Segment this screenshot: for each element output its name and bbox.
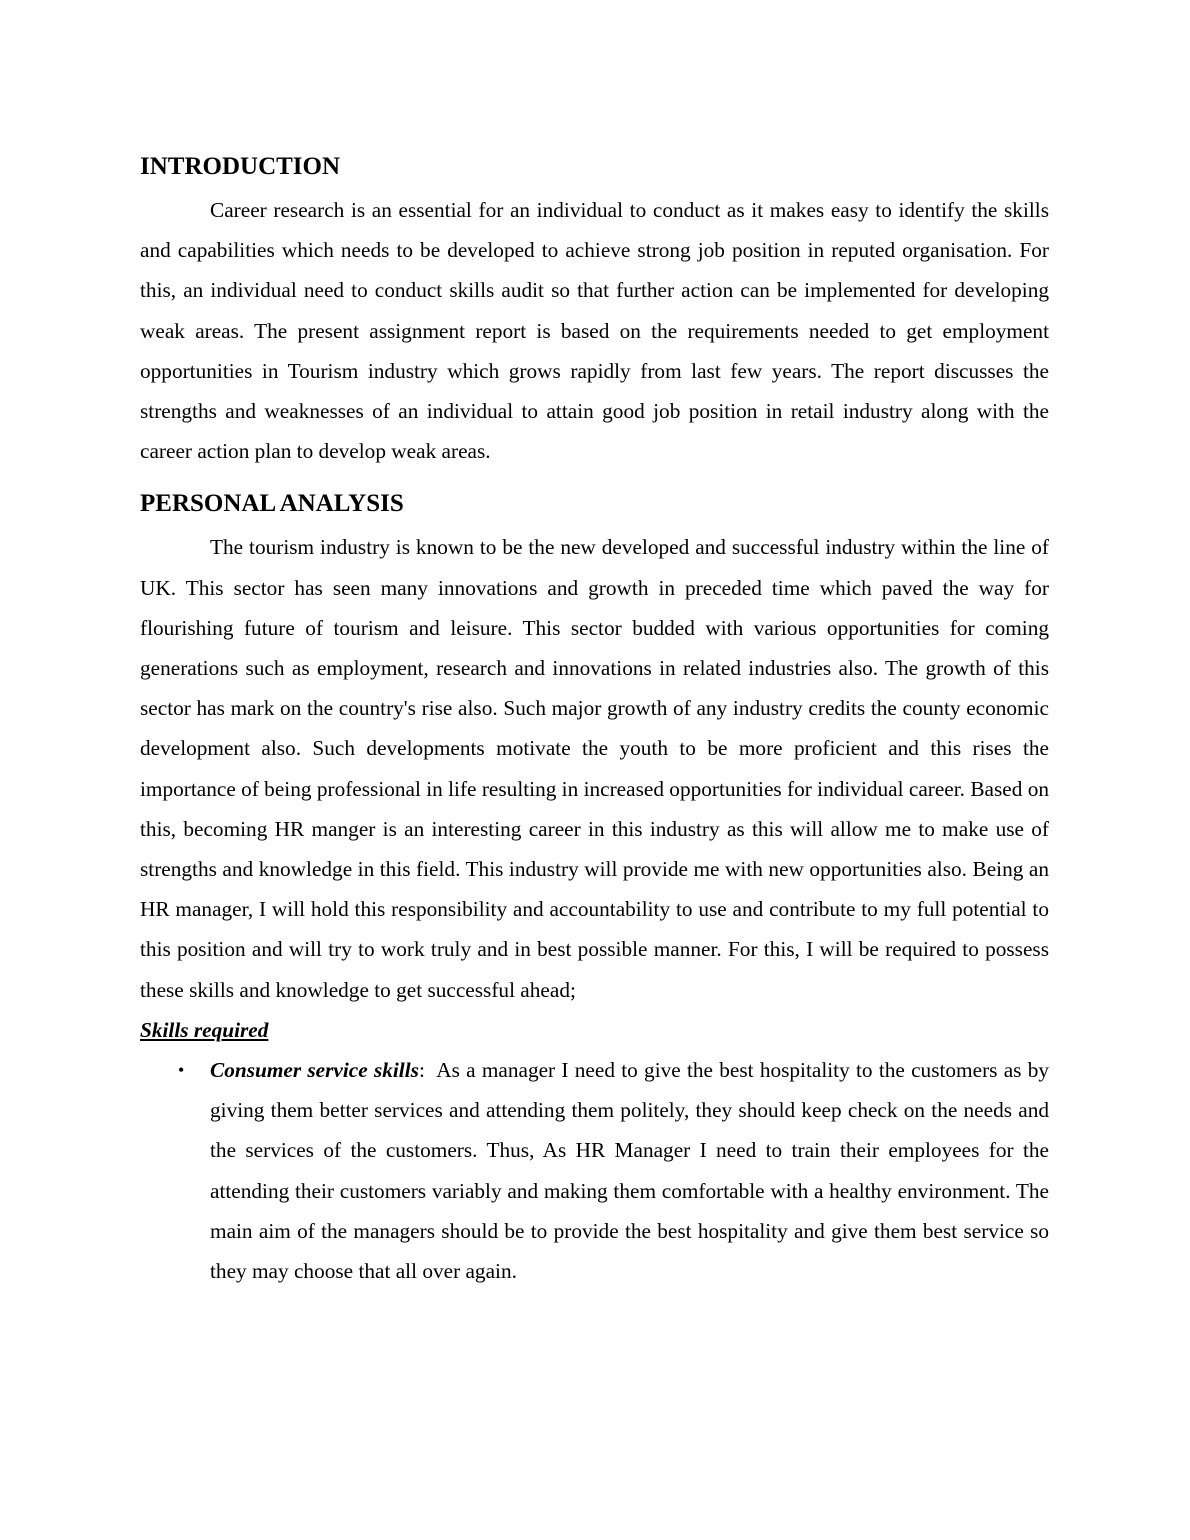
personal-analysis-paragraph: The tourism industry is known to be the new developed and successful industry within the line of UK. This sector has seen many innovations and growth in preceded time which paved the way for flourishing future of tourism and leisure. This sector budded with various opportunities for coming generations such as employment, research and innovations in related industries also. The growth of this sector has mark on the country's rise also. Such major growth of any industry credits the county economic development also. Such developments motivate the youth to be more proficient and this rises the importance of being professional in life resulting in increased opportunities for individual career. Based on this, becoming HR manger is an interesting career in this industry as this will allow me to make use of strengths and knowledge in this field. This industry will provide me with new opportunities also. Being an HR manager, I will hold this responsibility and accountability to use and contribute to my full potential to this position and will try to work truly and in best possible manner. For this, I will be required to possess these skills and knowledge to get successful ahead; (140, 535, 1049, 1002)
skill-separator: : (418, 1058, 437, 1083)
list-item (140, 1050, 1049, 1291)
introduction-paragraph: Career research is an essential for an individual to conduct as it makes easy to identify the skills and capabilities which needs to be developed to achieve strong job position in reputed organisation. For this, an individual need to conduct skills audit so that further action can be implemented for developing weak areas. The present assignment report is based on the requirements needed to get employment opportunities in Tourism industry which grows rapidly from last few years. The report discusses the strengths and weaknesses of an individual to attain good job position in retail industry along with the career action plan to develop weak areas. (140, 198, 1049, 464)
personal-analysis-heading: PERSONAL ANALYSIS (140, 490, 404, 518)
document-page (140, 148, 1049, 1291)
skill-description: As a manager I need to give the best hospitality to the customers as by giving them better services and attending them politely, they should keep check on the needs and the services of the customers. Thus, As HR Manager I need to train their employees for the attending their customers variably and making them comfortable with a healthy environment. The main aim of the managers should be to provide the best hospitality and give them best service so they may choose that all over again. (210, 1058, 1050, 1284)
bullet-icon: • (178, 1060, 185, 1081)
skills-required-heading: Skills required (140, 1017, 269, 1042)
skill-term: Consumer service skills (210, 1058, 419, 1083)
skills-list (140, 1050, 1049, 1291)
introduction-heading: INTRODUCTION (140, 153, 341, 180)
